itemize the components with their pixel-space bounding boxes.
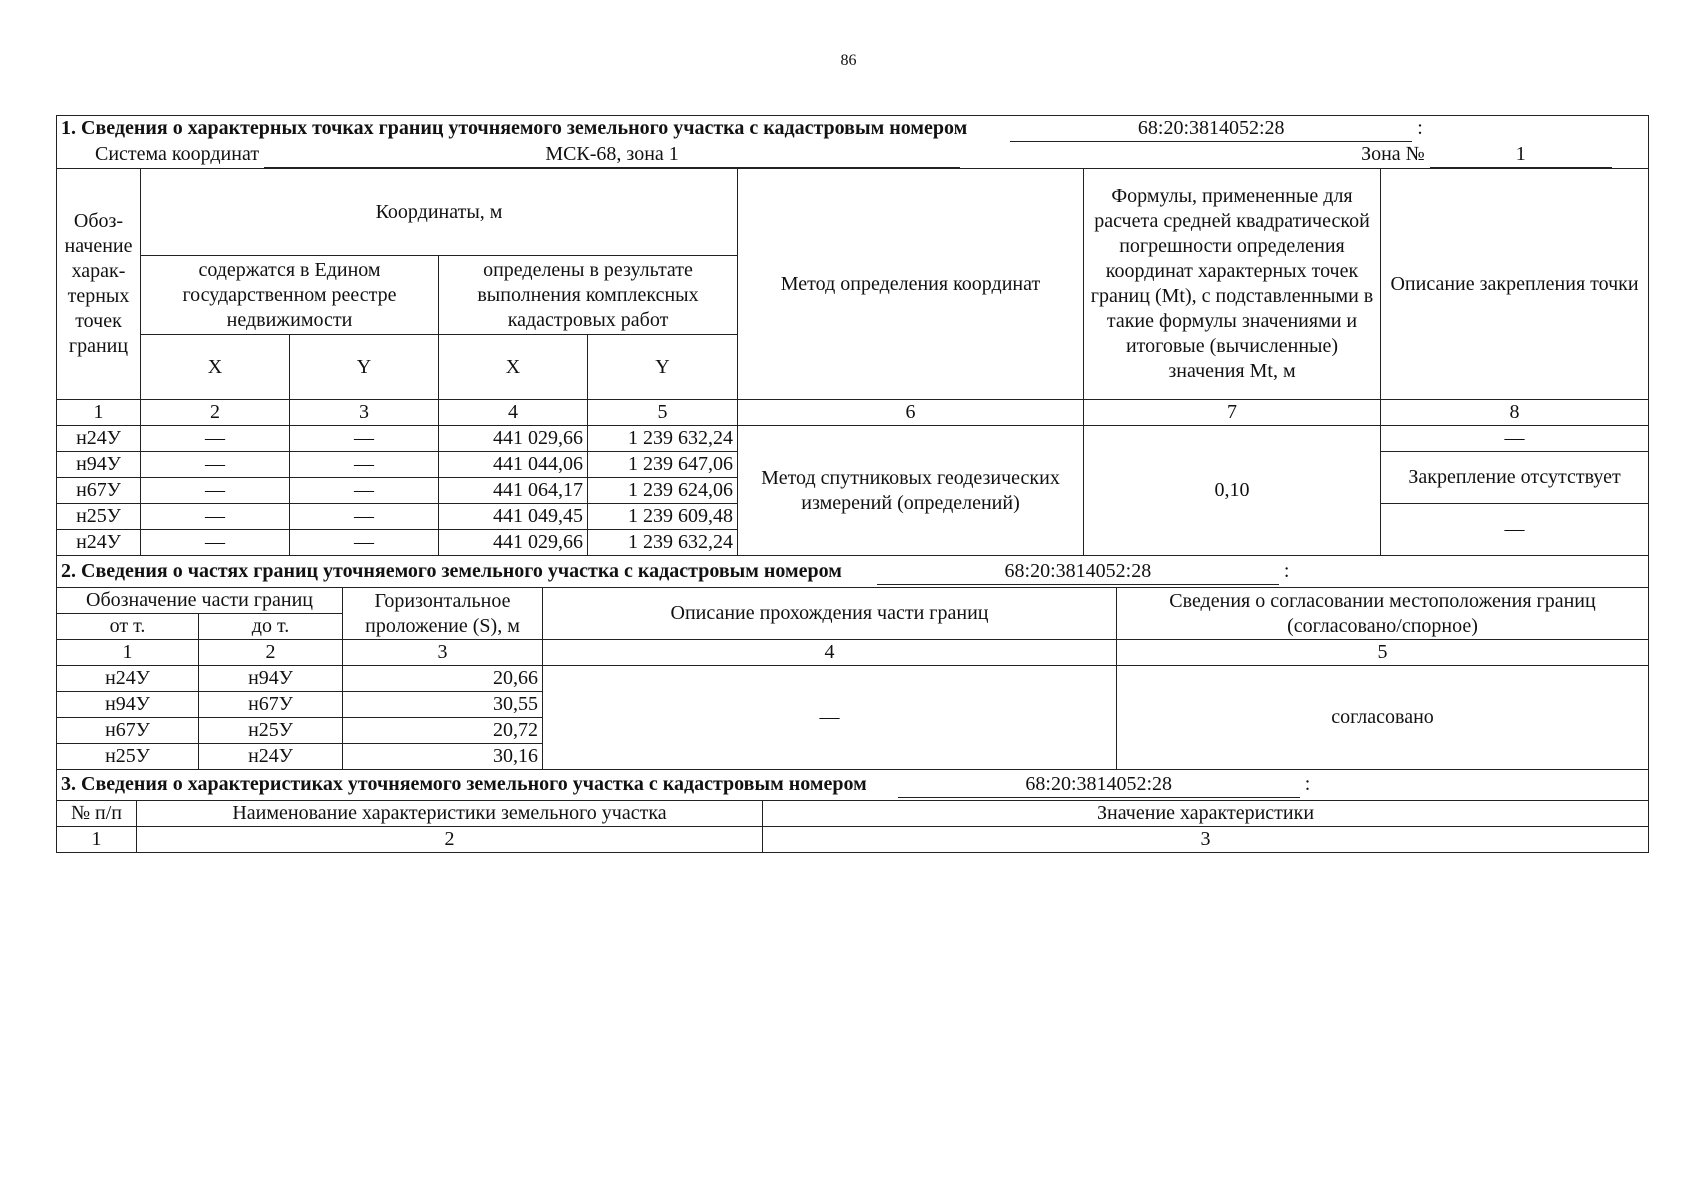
egrn-header: содержатся в Едином государственном реестре недвижимости bbox=[141, 256, 439, 335]
characteristic-name-header: Наименование характеристики земельного участка bbox=[137, 801, 763, 827]
col-number-4: 4 bbox=[439, 400, 588, 426]
point-name: н67У bbox=[57, 478, 141, 504]
section3-table bbox=[56, 770, 1649, 853]
horizontal-value: 20,66 bbox=[343, 666, 543, 692]
x-value: 441 049,45 bbox=[439, 504, 588, 530]
determined-header: определены в результате выполнения комплексных кадастровых работ bbox=[439, 256, 738, 335]
col-number-8: 8 bbox=[1381, 400, 1649, 426]
section1-title: 1. Сведения о характерных точках границ уточняемого земельного участка с кадастровым номером bbox=[61, 117, 968, 139]
x-egrn: — bbox=[141, 530, 290, 556]
from-point: н94У bbox=[57, 692, 199, 718]
mt-value: 0,10 bbox=[1084, 426, 1381, 556]
coord-system-value: МСК-68, зона 1 bbox=[264, 142, 960, 168]
x-egrn: — bbox=[141, 452, 290, 478]
s2-col-number-2: 2 bbox=[199, 640, 343, 666]
fixing-top: — bbox=[1381, 426, 1649, 452]
section1-title-row bbox=[57, 116, 1649, 143]
num-header: № п/п bbox=[57, 801, 137, 827]
fixing-header: Описание закрепления точки bbox=[1381, 169, 1649, 400]
cadastral-form bbox=[56, 115, 1648, 853]
from-header: от т. bbox=[57, 614, 199, 640]
y-value: 1 239 624,06 bbox=[588, 478, 738, 504]
description-value: — bbox=[543, 666, 1117, 770]
to-point: н67У bbox=[199, 692, 343, 718]
point-name: н24У bbox=[57, 426, 141, 452]
designation-header: Обоз-начение харак-терных точек границ bbox=[57, 169, 141, 400]
y-egrn: — bbox=[290, 452, 439, 478]
col-number-1: 1 bbox=[57, 400, 141, 426]
s2-col-number-4: 4 bbox=[543, 640, 1117, 666]
y-value: 1 239 632,24 bbox=[588, 426, 738, 452]
x-value: 441 044,06 bbox=[439, 452, 588, 478]
col-number-6: 6 bbox=[738, 400, 1084, 426]
to-point: н24У bbox=[199, 744, 343, 770]
agreement-value: согласовано bbox=[1117, 666, 1649, 770]
agreement-header: Сведения о согласовании местоположения границ (согласовано/спорное) bbox=[1117, 588, 1649, 640]
s2-col-number-3: 3 bbox=[343, 640, 543, 666]
s2-col-number-1: 1 bbox=[57, 640, 199, 666]
zone-value: 1 bbox=[1430, 142, 1612, 168]
x-value: 441 029,66 bbox=[439, 426, 588, 452]
table-row bbox=[57, 426, 1649, 452]
section1-cadastral-number: 68:20:3814052:28 bbox=[1010, 116, 1412, 142]
horizontal-header: Горизонтальное проложение (S), м bbox=[343, 588, 543, 640]
y-value: 1 239 632,24 bbox=[588, 530, 738, 556]
horizontal-value: 30,16 bbox=[343, 744, 543, 770]
from-point: н25У bbox=[57, 744, 199, 770]
y-egrn: — bbox=[290, 478, 439, 504]
description-header: Описание прохождения части границ bbox=[543, 588, 1117, 640]
to-header: до т. bbox=[199, 614, 343, 640]
coord-system-row bbox=[57, 142, 1649, 169]
y-value: 1 239 609,48 bbox=[588, 504, 738, 530]
y-egrn: — bbox=[290, 530, 439, 556]
s2-col-number-5: 5 bbox=[1117, 640, 1649, 666]
method-header: Метод определения координат bbox=[738, 169, 1084, 400]
to-point: н94У bbox=[199, 666, 343, 692]
x-egrn: — bbox=[141, 504, 290, 530]
section2-title-row bbox=[57, 556, 1649, 588]
x-value: 441 064,17 bbox=[439, 478, 588, 504]
col-number-2: 2 bbox=[141, 400, 290, 426]
s3-col-number-1: 1 bbox=[57, 827, 137, 853]
table-row bbox=[57, 666, 1649, 692]
x-value: 441 029,66 bbox=[439, 530, 588, 556]
to-point: н25У bbox=[199, 718, 343, 744]
x-egrn-header: X bbox=[141, 335, 290, 400]
col-number-5: 5 bbox=[588, 400, 738, 426]
point-name: н25У bbox=[57, 504, 141, 530]
formulas-header: Формулы, примененные для расчета средней квадратической погрешности определения координат характерных точек границ (Mt), с подставленными в такие формулы значениями и итоговые (вычисленные) значения Mt, м bbox=[1084, 169, 1381, 400]
x-egrn: — bbox=[141, 426, 290, 452]
from-point: н24У bbox=[57, 666, 199, 692]
y-header: Y bbox=[588, 335, 738, 400]
fixing-middle: Закрепление отсутствует bbox=[1381, 452, 1649, 504]
s3-col-number-3: 3 bbox=[763, 827, 1649, 853]
horizontal-value: 30,55 bbox=[343, 692, 543, 718]
coordinates-header: Координаты, м bbox=[141, 169, 738, 256]
section1-table bbox=[56, 115, 1649, 556]
point-name: н94У bbox=[57, 452, 141, 478]
y-value: 1 239 647,06 bbox=[588, 452, 738, 478]
section2-table bbox=[56, 556, 1649, 770]
section1-colon: : bbox=[1417, 117, 1423, 139]
col-number-3: 3 bbox=[290, 400, 439, 426]
from-point: н67У bbox=[57, 718, 199, 744]
section2-colon: : bbox=[1283, 559, 1290, 582]
zone-label: Зона № bbox=[1361, 143, 1425, 165]
page-number: 86 bbox=[840, 52, 857, 69]
section3-colon: : bbox=[1304, 773, 1311, 795]
x-egrn: — bbox=[141, 478, 290, 504]
section3-title-row bbox=[57, 770, 1649, 801]
fixing-bottom: — bbox=[1381, 504, 1649, 556]
method-value: Метод спутниковых геодезических измерений (определений) bbox=[738, 426, 1084, 556]
characteristic-value-header: Значение характеристики bbox=[763, 801, 1649, 827]
x-header: X bbox=[439, 335, 588, 400]
section3-cadastral-number: 68:20:3814052:28 bbox=[898, 772, 1300, 798]
point-name: н24У bbox=[57, 530, 141, 556]
section2-cadastral-number: 68:20:3814052:28 bbox=[877, 559, 1279, 585]
y-egrn-header: Y bbox=[290, 335, 439, 400]
part-designation-header: Обозначение части границ bbox=[57, 588, 343, 614]
y-egrn: — bbox=[290, 426, 439, 452]
section2-title: 2. Сведения о частях границ уточняемого земельного участка с кадастровым номером bbox=[61, 559, 842, 582]
y-egrn: — bbox=[290, 504, 439, 530]
col-number-7: 7 bbox=[1084, 400, 1381, 426]
horizontal-value: 20,72 bbox=[343, 718, 543, 744]
s3-col-number-2: 2 bbox=[137, 827, 763, 853]
section3-title: 3. Сведения о характеристиках уточняемого земельного участка с кадастровым номером bbox=[61, 773, 867, 795]
coord-system-label: Система координат bbox=[95, 143, 260, 165]
